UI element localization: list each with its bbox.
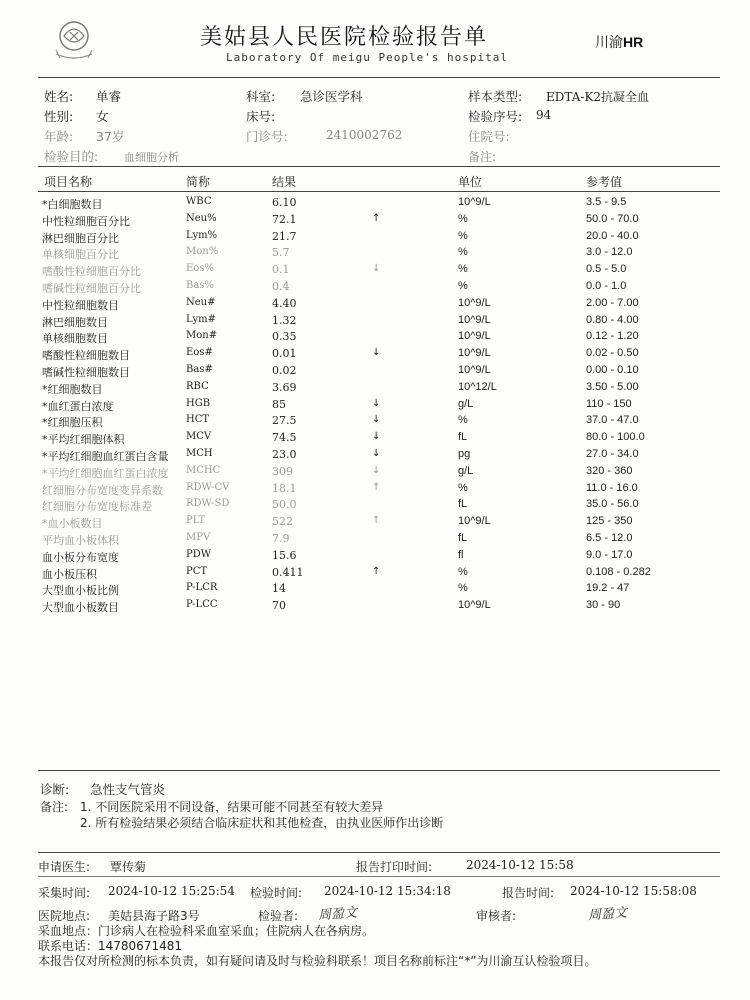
- row-unit: 10^9/L: [458, 515, 491, 528]
- row-abbr: Eos#: [186, 347, 213, 359]
- row-name: *红细胞数目: [42, 382, 103, 396]
- row-flag: ↑: [372, 481, 381, 493]
- row-result: 309: [272, 464, 293, 478]
- row-ref: 20.0 - 40.0: [586, 229, 639, 242]
- row-name: 平均血小板体积: [42, 534, 119, 547]
- table-row: [0, 364, 750, 381]
- report-time: 2024-10-12 15:58:08: [570, 884, 697, 898]
- row-name: 血小板分布宽度: [42, 550, 119, 564]
- reviewer-signature: 周盈文: [587, 905, 628, 924]
- row-unit: g/L: [458, 464, 474, 477]
- row-abbr: MCH: [186, 448, 213, 459]
- row-unit: %: [458, 229, 468, 242]
- row-abbr: Lym#: [186, 313, 216, 325]
- sex-label: 性别:: [44, 109, 74, 124]
- row-ref: 19.2 - 47: [586, 582, 630, 595]
- print-time: 2024-10-12 15:58: [466, 858, 574, 872]
- row-result: 15.6: [272, 548, 297, 562]
- row-name: *血红蛋白浓度: [42, 399, 114, 413]
- test-time: 2024-10-12 15:34:18: [324, 884, 451, 898]
- row-result: 27.5: [272, 414, 297, 428]
- row-ref: 35.0 - 56.0: [586, 498, 639, 511]
- purpose-label: 检验目的:: [44, 149, 99, 164]
- footer-subdivider: [38, 876, 720, 877]
- table-row: [0, 381, 750, 398]
- row-abbr: P-LCR: [186, 582, 218, 594]
- row-result: 0.35: [272, 330, 297, 344]
- row-abbr: RDW-CV: [186, 481, 230, 493]
- row-result: 0.01: [272, 347, 297, 361]
- diagnosis-value: 急性支气管炎: [90, 782, 166, 797]
- row-flag: ↓: [372, 414, 381, 426]
- row-name: *血小板数目: [42, 517, 103, 531]
- row-ref: 0.00 - 0.10: [586, 364, 639, 376]
- table-row: [0, 532, 750, 549]
- row-result: 3.69: [272, 380, 297, 394]
- table-row: [0, 347, 750, 364]
- row-unit: %: [458, 481, 468, 494]
- row-abbr: Neu#: [186, 296, 216, 308]
- clinic-label: 门诊号:: [246, 129, 288, 144]
- dept-label: 科室:: [246, 89, 276, 104]
- row-unit: 10^9/L: [458, 599, 491, 612]
- bed-label: 床号:: [246, 109, 276, 124]
- table-row: [0, 549, 750, 566]
- clinic-number: 2410002762: [326, 128, 403, 142]
- table-row: [0, 431, 750, 448]
- address-label: 医院地点:: [38, 909, 91, 923]
- name-label: 姓名:: [44, 89, 74, 104]
- row-ref: 0.12 - 1.20: [586, 330, 639, 343]
- row-ref: 11.0 - 16.0: [586, 481, 638, 494]
- test-purpose: 血细胞分析: [124, 151, 179, 164]
- row-unit: %: [458, 582, 468, 595]
- row-name: *红细胞压积: [42, 416, 103, 430]
- test-time-label: 检验时间:: [250, 886, 303, 900]
- row-unit: fL: [458, 532, 468, 544]
- report-time-label: 报告时间:: [502, 886, 555, 900]
- row-ref: 6.5 - 12.0: [586, 532, 633, 544]
- row-ref: 37.0 - 47.0: [586, 414, 639, 427]
- row-abbr: Eos%: [186, 263, 214, 275]
- table-row: [0, 280, 750, 297]
- row-result: 85: [272, 397, 286, 411]
- row-result: 0.02: [272, 364, 297, 377]
- table-row: [0, 582, 750, 599]
- table-header-divider: [38, 191, 720, 192]
- row-result: 23.0: [272, 448, 297, 461]
- doctor-name: 覃传菊: [110, 860, 147, 874]
- row-ref: 125 - 350: [586, 515, 633, 528]
- collect-time: 2024-10-12 15:25:54: [108, 884, 235, 898]
- reviewer-label: 审核者:: [476, 909, 517, 923]
- row-name: 大型血小板数目: [42, 601, 119, 615]
- row-name: 嗜酸性粒细胞百分比: [42, 265, 141, 279]
- row-name: 中性粒细胞数目: [42, 298, 119, 312]
- remark-2: 2. 所有检验结果必须结合临床症状和其他检查，由执业医师作出诊断: [80, 816, 444, 830]
- row-unit: fL: [458, 498, 468, 511]
- table-row: [0, 230, 750, 247]
- row-abbr: PLT: [186, 515, 206, 527]
- row-name: 单核细胞数目: [42, 332, 108, 346]
- row-unit: pg: [458, 448, 471, 460]
- row-ref: 80.0 - 100.0: [586, 431, 645, 444]
- row-abbr: HGB: [186, 397, 211, 409]
- row-abbr: Bas%: [186, 280, 214, 291]
- row-abbr: MCV: [186, 431, 212, 443]
- patient-sex: 女: [96, 109, 109, 124]
- row-name: 嗜碱性粒细胞百分比: [42, 282, 141, 295]
- disclaimer: 本报告仅对所检测的标本负责，如有疑问请及时与检验科联系！项目名称前标注“*”为川渝互认检验项目。: [38, 954, 597, 968]
- row-flag: ↑: [372, 565, 381, 577]
- row-abbr: WBC: [186, 196, 212, 207]
- row-ref: 9.0 - 17.0: [586, 548, 633, 561]
- row-name: 中性粒细胞百分比: [42, 214, 130, 228]
- collect-place: 采血地点：门诊病人在检验科采血室采血；住院病人在各病房。: [38, 924, 375, 938]
- print-time-label: 报告打印时间:: [356, 860, 433, 874]
- row-flag: ↓: [372, 397, 381, 409]
- row-name: 血小板压积: [42, 567, 97, 581]
- patient-name: 单睿: [96, 89, 122, 104]
- col-unit: 单位: [458, 175, 483, 189]
- row-ref: 0.80 - 4.00: [586, 313, 639, 326]
- row-ref: 3.5 - 9.5: [586, 196, 627, 208]
- row-unit: %: [458, 280, 468, 292]
- row-ref: 0.108 - 0.282: [586, 565, 651, 578]
- table-row: [0, 196, 750, 213]
- remarks-label: 备注:: [40, 800, 69, 814]
- row-name: 嗜碱性粒细胞数目: [42, 366, 130, 379]
- info-divider: [38, 166, 720, 167]
- row-ref: 50.0 - 70.0: [586, 212, 639, 225]
- table-row: [0, 398, 750, 415]
- row-unit: %: [458, 565, 468, 578]
- table-row: [0, 482, 750, 499]
- row-unit: %: [458, 212, 468, 225]
- mutual-recognition-tag: 川渝HR: [595, 34, 644, 51]
- col-ref: 参考值: [586, 175, 623, 189]
- row-ref: 110 - 150: [586, 397, 632, 410]
- report-title: 美姑县人民医院检验报告单: [200, 25, 489, 50]
- row-name: 大型血小板比例: [42, 584, 119, 598]
- row-unit: 10^9/L: [458, 330, 491, 343]
- row-flag: ↓: [372, 347, 381, 359]
- row-unit: fl: [458, 548, 464, 561]
- row-abbr: Mon#: [186, 330, 218, 342]
- row-unit: %: [458, 414, 468, 427]
- table-row: [0, 414, 750, 431]
- table-row: [0, 599, 750, 616]
- row-flag: ↓: [372, 448, 381, 459]
- table-row: [0, 297, 750, 314]
- doctor-label: 申请医生:: [38, 860, 91, 874]
- table-row: [0, 246, 750, 263]
- hospital-logo-icon: [50, 14, 98, 62]
- age-label: 年龄:: [44, 129, 74, 144]
- header-divider: [38, 77, 720, 78]
- row-unit: 10^9/L: [458, 347, 491, 360]
- row-unit: fL: [458, 431, 468, 444]
- sample-type: EDTA-K2抗凝全血: [546, 90, 650, 104]
- row-unit: %: [458, 246, 468, 259]
- row-ref: 0.02 - 0.50: [586, 347, 639, 360]
- sample-type-label: 样本类型:: [468, 89, 523, 104]
- row-result: 14: [272, 582, 286, 596]
- row-name: 单核细胞百分比: [42, 248, 119, 262]
- row-name: *平均红细胞血红蛋白浓度: [42, 466, 169, 480]
- row-abbr: RBC: [186, 380, 209, 392]
- row-result: 7.9: [272, 532, 290, 545]
- row-abbr: RDW-SD: [186, 498, 230, 510]
- table-row: [0, 213, 750, 230]
- tester-signature: 周盈文: [317, 905, 358, 924]
- row-unit: %: [458, 263, 468, 276]
- row-name: 红细胞分布宽度变异系数: [42, 483, 163, 497]
- table-row: [0, 498, 750, 515]
- row-flag: ↓: [372, 263, 381, 275]
- row-ref: 0.5 - 5.0: [586, 263, 627, 276]
- row-abbr: PCT: [186, 565, 208, 577]
- row-ref: 3.0 - 12.0: [586, 246, 633, 259]
- row-name: *平均红细胞体积: [42, 433, 125, 447]
- collect-time-label: 采集时间:: [38, 886, 91, 900]
- row-abbr: MPV: [186, 532, 211, 543]
- row-result: 0.411: [272, 565, 304, 579]
- tester-label: 检验者:: [258, 909, 299, 923]
- table-row: [0, 263, 750, 280]
- row-flag: ↑: [372, 212, 381, 224]
- row-unit: 10^9/L: [458, 364, 491, 376]
- row-unit: 10^9/L: [458, 196, 491, 208]
- inpatient-label: 住院号:: [468, 129, 510, 144]
- row-result: 72.1: [272, 212, 297, 226]
- row-ref: 3.50 - 5.00: [586, 380, 639, 393]
- row-ref: 0.0 - 1.0: [586, 280, 627, 292]
- table-row: [0, 314, 750, 331]
- row-abbr: MCHC: [186, 464, 221, 476]
- row-ref: 30 - 90: [586, 599, 621, 612]
- row-abbr: Neu%: [186, 212, 217, 224]
- footer-divider: [38, 852, 720, 853]
- row-name: 淋巴细胞数目: [42, 315, 108, 329]
- row-unit: g/L: [458, 397, 474, 410]
- row-result: 21.7: [272, 229, 297, 243]
- contact-phone: 联系电话：14780671481: [38, 939, 182, 953]
- row-result: 50.0: [272, 498, 297, 512]
- row-result: 0.1: [272, 263, 290, 277]
- row-name: 嗜酸性粒细胞数目: [42, 349, 130, 363]
- patient-age: 37岁: [96, 129, 125, 144]
- remark-1: 1. 不同医院采用不同设备，结果可能不同甚至有较大差异: [80, 800, 384, 814]
- row-flag: ↑: [372, 515, 381, 527]
- row-result: 18.1: [272, 481, 297, 495]
- row-abbr: Bas#: [186, 364, 213, 375]
- note-label: 备注:: [468, 150, 497, 164]
- row-unit: 10^9/L: [458, 313, 491, 326]
- row-unit: 10^9/L: [458, 296, 491, 309]
- table-row: [0, 448, 750, 465]
- row-abbr: P-LCC: [186, 599, 218, 611]
- test-seq: 94: [536, 108, 552, 122]
- row-abbr: PDW: [186, 548, 212, 560]
- row-result: 74.5: [272, 431, 297, 445]
- row-ref: 320 - 360: [586, 464, 633, 477]
- row-abbr: HCT: [186, 414, 210, 426]
- hospital-address: 美姑县海子路3号: [108, 909, 200, 923]
- row-result: 70: [272, 599, 286, 613]
- row-result: 522: [272, 515, 293, 529]
- row-result: 0.4: [272, 280, 290, 293]
- table-row: [0, 465, 750, 482]
- row-flag: ↓: [372, 464, 381, 476]
- department: 急诊医学科: [300, 89, 363, 104]
- row-ref: 27.0 - 34.0: [586, 448, 639, 460]
- row-ref: 2.00 - 7.00: [586, 296, 639, 309]
- table-row: [0, 515, 750, 532]
- table-bottom-divider: [38, 770, 720, 771]
- row-name: *白细胞数目: [42, 198, 103, 211]
- table-row: [0, 330, 750, 347]
- row-name: 淋巴细胞百分比: [42, 231, 119, 245]
- report-subtitle: Laboratory Of meigu People's hospital: [226, 51, 509, 64]
- seq-label: 检验序号:: [468, 109, 523, 124]
- row-unit: 10^12/L: [458, 380, 497, 393]
- table-row: [0, 566, 750, 583]
- row-result: 6.10: [272, 196, 297, 209]
- col-result: 结果: [272, 175, 297, 189]
- row-abbr: Mon%: [186, 246, 219, 258]
- row-name: 红细胞分布宽度标准差: [42, 500, 152, 514]
- diagnosis-label: 诊断:: [40, 782, 70, 797]
- row-flag: ↓: [372, 431, 381, 443]
- col-abbr: 简称: [186, 175, 211, 189]
- row-name: *平均红细胞血红蛋白含量: [42, 450, 169, 463]
- col-name: 项目名称: [44, 175, 93, 189]
- row-result: 1.32: [272, 313, 297, 327]
- row-abbr: Lym%: [186, 229, 218, 241]
- row-result: 5.7: [272, 246, 290, 260]
- row-result: 4.40: [272, 296, 297, 310]
